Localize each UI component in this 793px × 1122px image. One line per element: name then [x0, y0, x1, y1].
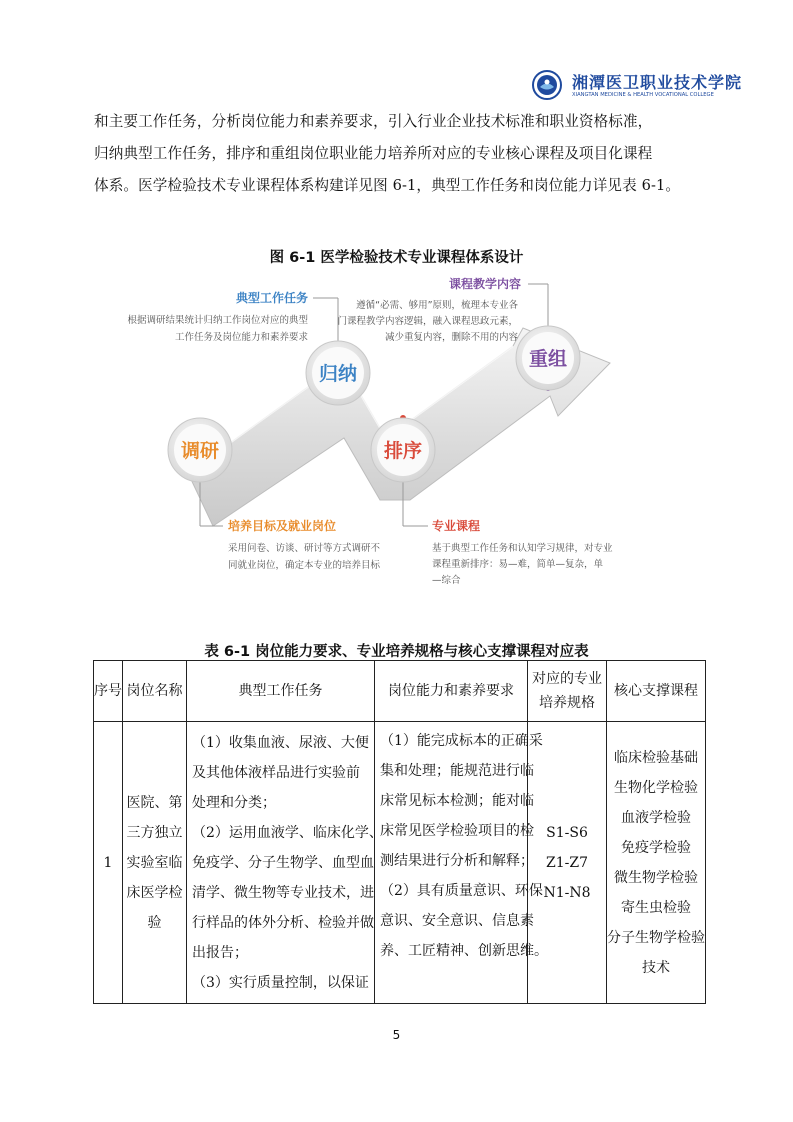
- ability-line: 测结果进行分析和解释；: [380, 853, 534, 869]
- course-content-desc-line: 门课程教学内容逻辑，融入课程思政元素，: [337, 316, 518, 327]
- header-spec-line: 对应的专业: [532, 671, 602, 687]
- task-line: （3）实行质量控制，以保证: [192, 975, 369, 991]
- school-name: 湘潭医卫职业技术学院: [572, 73, 743, 92]
- curriculum-design-diagram: [118, 268, 658, 588]
- figure-title: 图 6-1 医学检验技术专业课程体系设计: [269, 250, 524, 266]
- body-paragraph: [94, 106, 704, 202]
- ability-line: 床常见标本检测；能对临: [380, 793, 534, 809]
- courses-desc-line: 基于典型工作任务和认知学习规律，对专业: [432, 543, 613, 554]
- label-course-content: 课程教学内容: [448, 277, 521, 291]
- node-sort: [371, 418, 435, 482]
- course-line: 分子生物学检验: [607, 929, 705, 946]
- table-header-row: [94, 661, 706, 722]
- course-line: 技术: [642, 959, 670, 976]
- node-research: [168, 418, 232, 482]
- course-line: 寄生虫检验: [621, 899, 691, 916]
- header-spec-line: 培养规格: [539, 695, 595, 711]
- course-line: 微生物学检验: [614, 869, 698, 886]
- position-line: 验: [147, 914, 162, 931]
- cell-position: [123, 722, 187, 1004]
- ability-line: （1）能完成标本的正确采: [380, 733, 543, 749]
- ability-line: 养、工匠精神、创新思维。: [380, 943, 548, 959]
- ability-line: 意识、安全意识、信息素: [380, 913, 534, 929]
- label-training-goals: 培养目标及就业岗位: [228, 519, 337, 533]
- typical-tasks-desc-line: 工作任务及岗位能力和素养要求: [174, 332, 308, 343]
- task-line: （1）收集血液、尿液、大便: [192, 735, 369, 751]
- label-typical-tasks: 典型工作任务: [235, 291, 308, 305]
- task-line: 及其他体液样品进行实验前: [192, 765, 360, 781]
- task-line: 处理和分类；: [192, 795, 276, 811]
- position-line: 实验室临: [126, 854, 183, 871]
- task-line: 出报告；: [192, 945, 248, 961]
- position-line: 三方独立: [126, 824, 183, 841]
- ability-line: 床常见医学检验项目的检: [380, 823, 534, 839]
- table-row: [94, 722, 706, 1004]
- training-goals-desc-line: 采用问卷、访谈、研讨等方式调研不: [228, 543, 381, 554]
- page-number: 5: [392, 1028, 401, 1042]
- course-content-desc-line: 遵循“必需、够用”原则，梳理本专业各: [356, 300, 518, 311]
- course-content-desc-line: 减少重复内容，删除不用的内容: [384, 332, 518, 343]
- header-tasks: 典型工作任务: [187, 661, 375, 722]
- courses-desc-line: 课程重新排序：易—难，简单—复杂，单: [432, 559, 604, 570]
- course-line: 临床检验基础: [614, 749, 698, 766]
- svg-text:调研: 调研: [180, 440, 220, 462]
- paragraph-line: 和主要工作任务，分析岗位能力和素养要求，引入行业企业技术标准和职业资格标准，: [94, 113, 653, 130]
- paragraph-line: 归纳典型工作任务，排序和重组岗位职业能力培养所对应的专业核心课程及项目化课程: [94, 145, 653, 162]
- position-line: 床医学检: [126, 884, 183, 901]
- table-title: 表 6-1 岗位能力要求、专业培养规格与核心支撑课程对应表: [204, 644, 589, 660]
- cell-seq: 1: [94, 722, 123, 1004]
- ability-line: （2）具有质量意识、环保: [380, 883, 543, 899]
- header-ability: 岗位能力和素养要求: [375, 661, 528, 722]
- spec-line: Z1-Z7: [546, 854, 588, 871]
- node-summarize: [306, 341, 370, 405]
- training-goals-desc-line: 同就业岗位，确定本专业的培养目标: [228, 560, 381, 571]
- school-logo: [532, 64, 743, 108]
- cell-spec: [528, 722, 607, 1004]
- cell-courses: [607, 722, 706, 1004]
- header-courses: 核心支撑课程: [607, 661, 706, 722]
- task-line: 免疫学、分子生物学、血型血: [192, 855, 374, 871]
- task-line: （2）运用血液学、临床化学、: [192, 825, 383, 841]
- position-line: 医院、第: [126, 794, 183, 811]
- task-line: 清学、微生物等专业技术，进: [192, 885, 374, 901]
- spec-line: N1-N8: [543, 884, 591, 901]
- svg-text:重组: 重组: [528, 348, 568, 370]
- school-emblem-icon: [532, 70, 562, 100]
- course-line: 血液学检验: [621, 809, 691, 826]
- typical-tasks-desc-line: 根据调研结果统计归纳工作岗位对应的典型: [127, 315, 308, 326]
- courses-desc-line: —综合: [432, 575, 461, 586]
- header-seq: 序号: [94, 661, 123, 722]
- spec-line: S1-S6: [546, 824, 588, 841]
- header-spec: [528, 661, 607, 722]
- header-position: 岗位名称: [123, 661, 187, 722]
- cell-tasks: [187, 722, 383, 1004]
- cell-ability: [375, 722, 548, 1004]
- ability-line: 集和处理；能规范进行临: [380, 763, 534, 779]
- position-ability-table: [93, 660, 706, 1004]
- label-professional-courses: 专业课程: [432, 519, 481, 533]
- course-line: 免疫学检验: [621, 839, 691, 856]
- svg-text:排序: 排序: [383, 440, 423, 462]
- svg-text:归纳: 归纳: [318, 363, 358, 385]
- paragraph-line: 体系。医学检验技术专业课程体系构建详见图 6-1，典型工作任务和岗位能力详见表 6-1。: [94, 177, 681, 194]
- task-line: 行样品的体外分析、检验并做: [192, 915, 374, 931]
- school-name-en: XIANGTAN MEDICINE & HEALTH VOCATIONAL COLLEGE: [572, 92, 714, 98]
- course-line: 生物化学检验: [614, 779, 698, 796]
- node-reorganize: [516, 326, 580, 390]
